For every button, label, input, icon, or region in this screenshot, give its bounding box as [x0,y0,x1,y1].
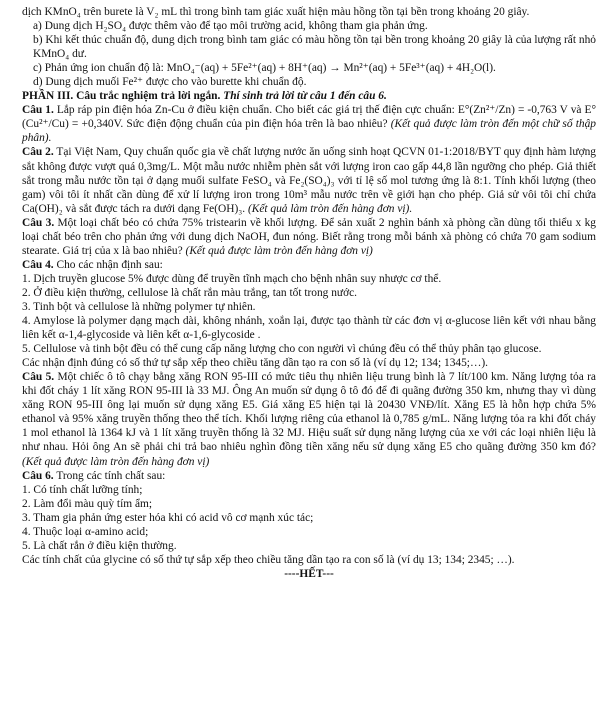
intro-line: dịch KMnO₄ trên burete là V₂ mL thì trong bình tam giác xuất hiện màu hồng tồn tại bền trong khoảng 20 giây. [22,6,530,18]
question-4-label: Câu 4. [22,258,54,271]
q6-item: 1. Có tính chất lưỡng tính; [22,483,143,496]
statement-b: b) Khi kết thúc chuẩn độ, dung dịch trong bình tam giác có màu hồng tồn tại bền trong khoảng 20 giây là của lượng rất nhỏ KMnO₄ dư. [33,34,596,61]
q4-item: 3. Tinh bột và cellulose là những polymer tự nhiên. [22,300,256,313]
section-title: PHẦN III. Câu trắc nghiệm trả lời ngắn. [22,90,221,103]
question-6-intro: Trong các tính chất sau: [56,469,166,482]
question-6-heading [22,469,596,483]
question-6-question: Các tính chất của glycine có số thứ tự sắp xếp theo chiều tăng dần tạo ra con số là (ví dụ 13; 134; 2345; …). [22,553,515,566]
question-3 [22,216,596,258]
section-heading [22,89,596,103]
section-instruction: Thí sinh trả lời từ câu 1 đến câu 6. [223,90,387,103]
q6-item: 5. Là chất rắn ở điều kiện thường. [22,539,177,552]
question-3-text: Một loại chất béo có chứa 75% tristearin về khối lượng. Để sản xuất 2 nghìn bánh xà phòng cần dùng tối thiểu x kg loại chất béo trên cho phản ứng với dung dịch NaOH, đun nóng. Biết rằng trong mỗi bánh xà phòng có chứa 70 gam sodium stearate. Giá trị của x là bao nhiêu? [22,216,596,257]
question-2-text: Tại Việt Nam, Quy chuẩn quốc gia về chất lượng nước ăn uống sinh hoạt QCVN 01-1:2018/BYT quy định hàm lượng sắt không được vượt quá 0,3mg/L. Một mẫu nước nhiễm phèn sắt với lượng iron cao gấp 44,8 lần ngưỡng cho phép. Giả thiết sắt trong mẫu nước tồn tại ở dạng muối sulfate FeSO₄ và Fe₂(SO₄)₃ với tỉ lệ số mol tương ứng là 8:1. Tính khối lượng (theo gam) vôi tôi ít nhất cần dùng để xử lí lượng iron trong 10m³ mẫu nước trên về giới hạn cho phép. Giả sử vôi tôi chỉ chứa Ca(OH)₂ và sắt được tách ra dưới dạng Fe(OH)₃. [22,146,596,215]
question-1-equation: E°(Zn²⁺/Zn) = -0,763 V và E°(Cu²⁺/Cu) = +0,340V. [22,104,596,131]
question-2-note: (Kết quả làm tròn đến hàng đơn vị). [247,202,413,215]
q6-item: 4. Thuộc loại α-amino acid; [22,525,149,538]
q4-item: 5. Cellulose và tinh bột đều có thể cung cấp năng lượng cho con người vì chúng đều có thể thủy phân tạo glucose. [22,343,542,356]
question-1-label: Câu 1. [22,104,54,117]
question-4-heading [22,258,596,272]
q6-item: 3. Tham gia phản ứng ester hóa khi có acid vô cơ mạnh xúc tác; [22,511,314,524]
question-4-question: Các nhận định đúng có số thứ tự sắp xếp theo chiều tăng dần tạo ra con số là (ví dụ 12; 134; 1345;…). [22,357,488,370]
question-2-label: Câu 2. [22,146,54,159]
question-1 [22,103,596,145]
question-1-note: (Kết quả được làm tròn đến một chữ số thập phân). [22,118,596,145]
question-5-note: (Kết quả được làm tròn đến hàng đơn vị) [22,455,210,468]
statement-c: c) Phản ứng ion chuẩn độ là: MnO₄⁻(aq) + 5Fe²⁺(aq) + 8H⁺(aq) → Mn²⁺(aq) + 5Fe³⁺(aq) + 4H₂O(l). [33,62,496,75]
statement-a: a) Dung dịch H₂SO₄ được thêm vào để tạo môi trường acid, không tham gia phản ứng. [33,20,428,33]
question-2 [22,145,596,215]
question-3-note: (Kết quả được làm tròn đến hàng đơn vị) [185,244,373,257]
question-5-label: Câu 5. [22,371,55,384]
q4-item: 4. Amylose là polymer dạng mạch dài, không nhánh, xoắn lại, được tạo thành từ các đơn vị α-glucose liên kết với nhau bằng liên kết α-1,4-glycoside và liên kết α-1,6-glycoside . [22,315,596,342]
q4-item: 1. Dịch truyền glucose 5% được dùng để truyền tĩnh mạch cho bệnh nhân suy nhược cơ thể. [22,272,442,285]
question-4-intro: Cho các nhận định sau: [56,258,163,271]
statement-d: d) Dung dịch muối Fe²⁺ được cho vào burette khi chuẩn độ. [33,76,307,89]
q4-item: 2. Ở điều kiện thường, cellulose là chất rắn màu trắng, tan tốt trong nước. [22,286,358,299]
q6-item: 2. Làm đổi màu quỳ tím ẩm; [22,497,153,510]
question-1-text: Lắp ráp pin điện hóa Zn-Cu ở điều kiện chuẩn. Cho biết các giá trị thế điện cực chuẩn: [56,104,455,117]
question-6-label: Câu 6. [22,469,54,482]
question-1-question: Sức điện động chuẩn của pin điện hóa trên là bao nhiêu? [126,118,388,131]
end-marker: ----HẾT--- [284,567,334,580]
question-3-label: Câu 3. [22,216,55,229]
question-5-text: Một chiếc ô tô chạy bằng xăng RON 95-III có mức tiêu thụ nhiên liệu trung bình là 7 lít/100 km. Năng lượng tỏa ra khi đốt cháy 1 lít xăng RON 95-III là 33 MJ. Ông An muốn sử dụng ô tô đó để đi quãng đường 350 km, nhưng thay vì dùng xăng RON 95-III ông lại muốn sử dụng xăng E5. Giá xăng E5 hiện tại là 20430 VNĐ/lít. Xăng E5 là hỗn hợp chứa 5% ethanol và 95% xăng truyền thống theo thể tích. Khối lượng riêng của ethanol là 0,785 g/mL. Năng lượng tỏa ra khi đốt cháy 1 mol ethanol là 1364 kJ và 1 lít xăng truyền thống là 32 MJ. Hiệu suất sử dụng năng lượng của xe với các loại nhiên liệu là như nhau. Hỏi ông An sẽ phải chi trả bao nhiêu nghìn đồng tiền xăng nếu sử dụng xăng E5 cho quãng đường 350 km đó? [22,371,596,454]
question-5 [22,370,596,468]
